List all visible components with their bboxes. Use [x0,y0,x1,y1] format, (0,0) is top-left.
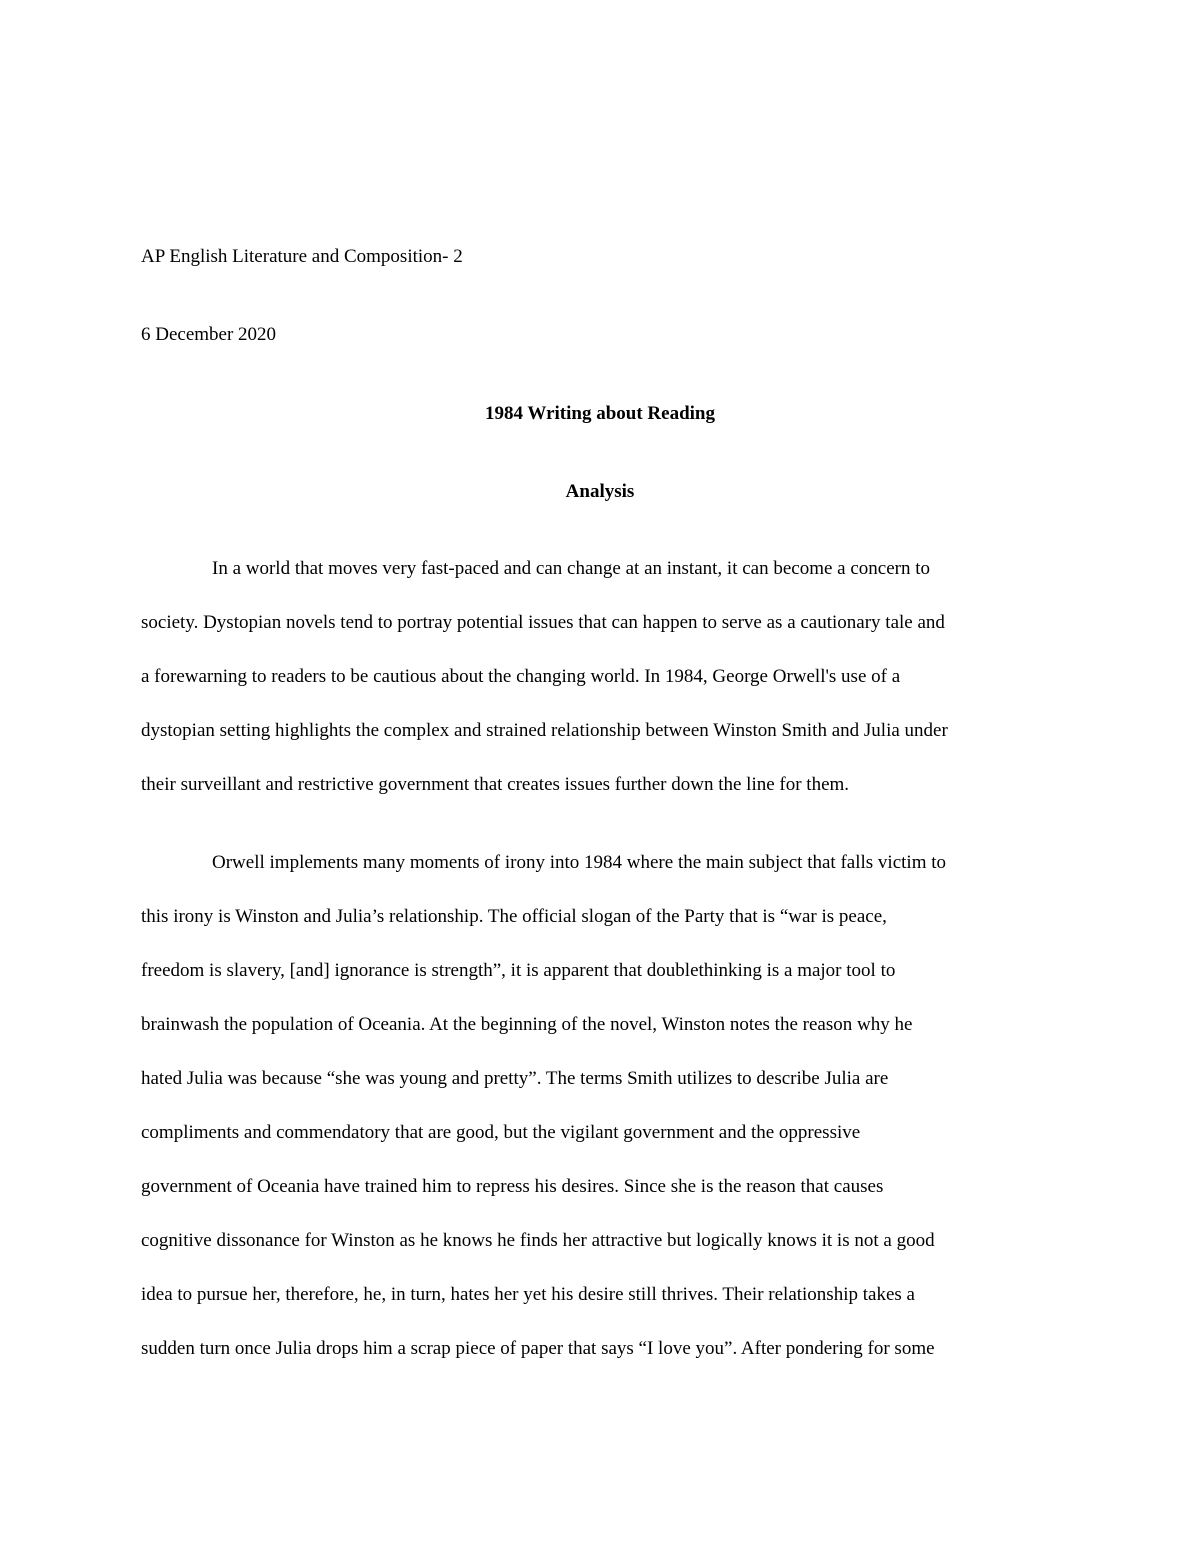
paragraph-line: idea to pursue her, therefore, he, in turn, hates her yet his desire still thrives. Their relationship takes a [141,1284,915,1305]
document-title: 1984 Writing about Reading [485,403,715,424]
paragraph-line: hated Julia was because “she was young and pretty”. The terms Smith utilizes to describe Julia are [141,1068,889,1089]
paragraph-line: freedom is slavery, [and] ignorance is strength”, it is apparent that doublethinking is a major tool to [141,960,896,981]
course-name: AP English Literature and Composition- 2 [141,246,463,267]
paragraph-line: their surveillant and restrictive government that creates issues further down the line for them. [141,774,850,795]
paragraph-line: cognitive dissonance for Winston as he knows he finds her attractive but logically knows it is not a good [141,1230,935,1251]
paragraph-spacer [141,822,1059,846]
document-date: 6 December 2020 [141,324,277,345]
paragraph-2 [141,846,1059,1386]
paragraph-line: a forewarning to readers to be cautious about the changing world. In 1984, George Orwell's use of a [141,666,901,687]
paragraph-line: In a world that moves very fast-paced and can change at an instant, it can become a concern to [212,558,931,579]
document-subtitle: Analysis [565,481,635,502]
paragraph-1 [141,552,1059,822]
paragraph-line: society. Dystopian novels tend to portray potential issues that can happen to serve as a cautionary tale and [141,612,945,633]
paragraph-line: Orwell implements many moments of irony into 1984 where the main subject that falls victim to [212,852,946,873]
paragraph-line: government of Oceania have trained him to repress his desires. Since she is the reason that causes [141,1176,884,1197]
paragraph-line: compliments and commendatory that are good, but the vigilant government and the oppressive [141,1122,861,1143]
paragraph-line: brainwash the population of Oceania. At the beginning of the novel, Winston notes the reason why he [141,1014,913,1035]
paragraph-line: this irony is Winston and Julia’s relationship. The official slogan of the Party that is “war is peace, [141,906,887,927]
paragraph-line: dystopian setting highlights the complex and strained relationship between Winston Smith and Julia under [141,720,948,741]
document-body [141,240,1059,1386]
paragraph-line: sudden turn once Julia drops him a scrap piece of paper that says “I love you”. After pondering for some [141,1338,935,1359]
